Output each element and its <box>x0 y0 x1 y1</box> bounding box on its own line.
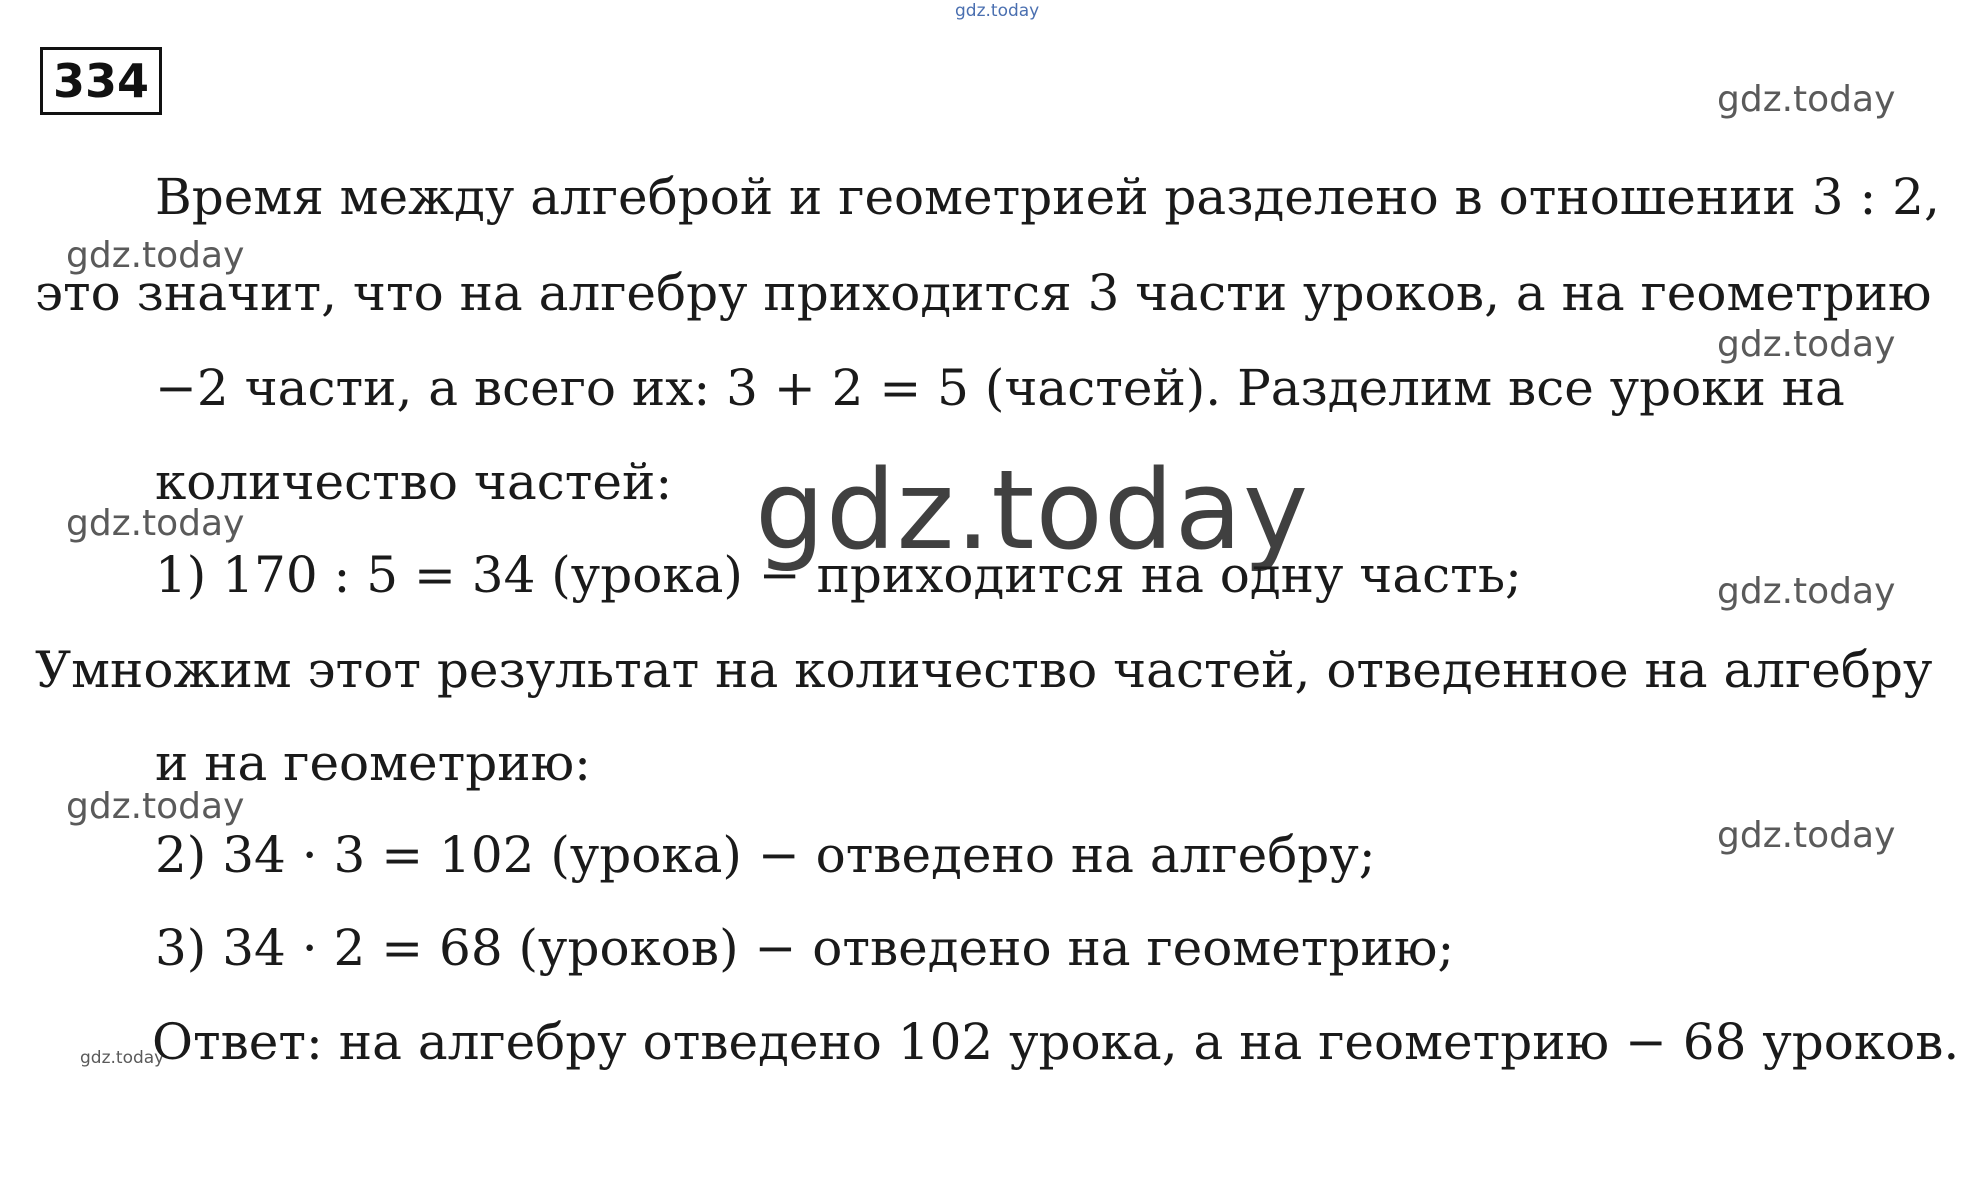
solution-line-1: Время между алгеброй и геометрией разделено в отношении 3 : 2, <box>155 168 1940 226</box>
watermark-left-1: gdz.today <box>66 235 245 276</box>
solution-line-3: −2 части, а всего их: 3 + 2 = 5 (частей). Разделим все уроки на <box>155 359 1845 417</box>
solution-line-9: 3) 34 · 2 = 68 (уроков) − отведено на геометрию; <box>155 919 1455 977</box>
solution-line-6: Умножим этот результат на количество частей, отведенное на алгебру <box>35 641 1933 699</box>
watermark-right-4: gdz.today <box>1717 815 1896 856</box>
solution-line-4: количество частей: <box>155 453 673 511</box>
watermark-top: gdz.today <box>955 1 1040 21</box>
watermark-right-3: gdz.today <box>1717 571 1896 612</box>
watermark-left-2: gdz.today <box>66 503 245 544</box>
watermark-left-3: gdz.today <box>66 786 245 827</box>
watermark-center: gdz.today <box>755 446 1310 574</box>
watermark-right-1: gdz.today <box>1717 79 1896 120</box>
watermark-tiny: gdz.today <box>80 1048 165 1068</box>
solution-line-5: 1) 170 : 5 = 34 (урока) − приходится на одну часть; <box>155 546 1522 604</box>
solution-answer-line: Ответ: на алгебру отведено 102 урока, а на геометрию − 68 уроков. <box>152 1013 1960 1071</box>
solution-line-8: 2) 34 · 3 = 102 (урока) − отведено на алгебру; <box>155 826 1376 884</box>
solution-line-7: и на геометрию: <box>155 734 591 792</box>
watermark-right-2: gdz.today <box>1717 324 1896 365</box>
solution-line-2: это значит, что на алгебру приходится 3 части уроков, а на геометрию <box>35 264 1932 322</box>
problem-number: 334 <box>40 47 162 115</box>
